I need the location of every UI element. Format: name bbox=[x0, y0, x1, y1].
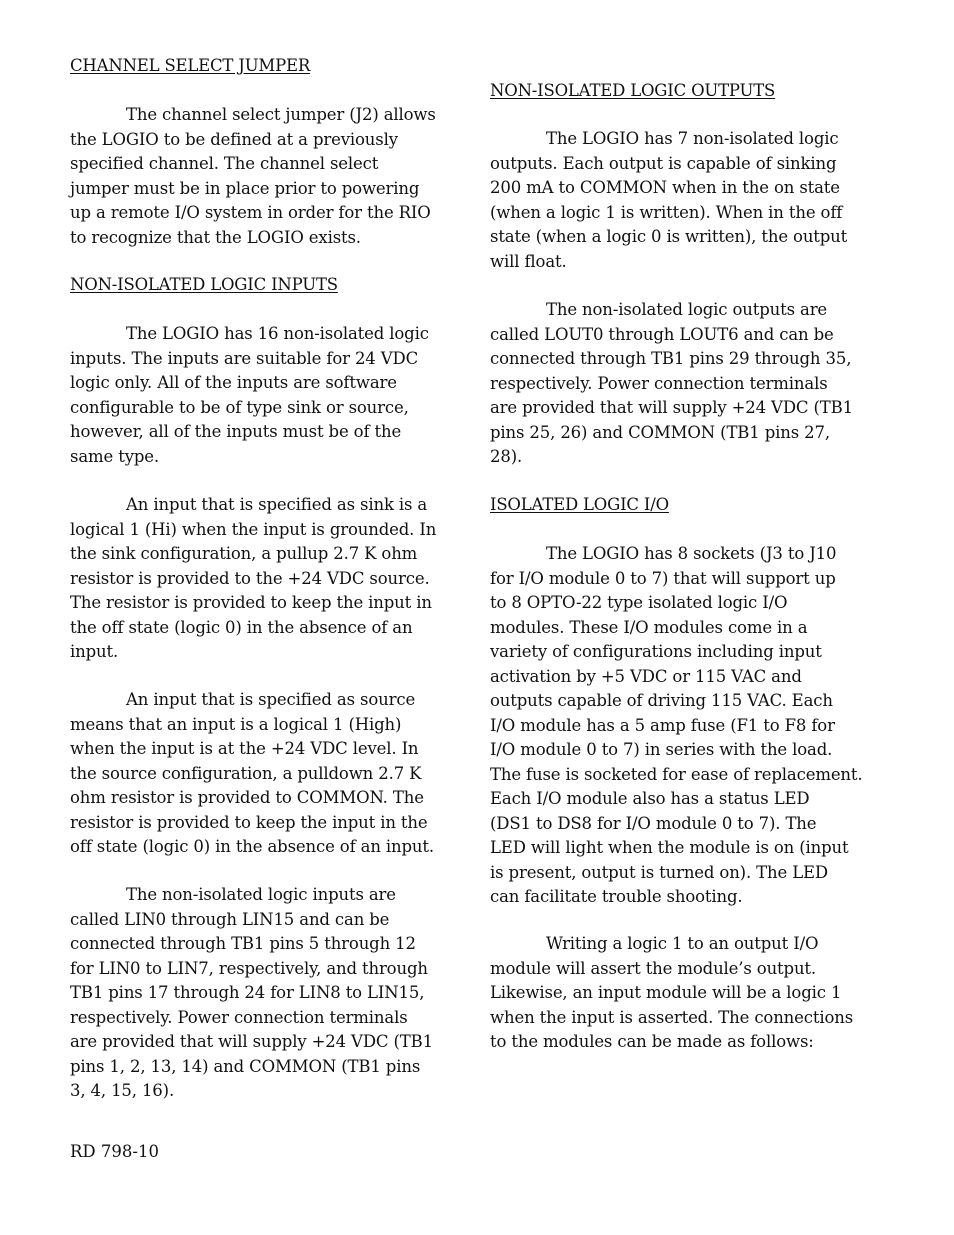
text-line: is present, output is turned on). The LED bbox=[490, 862, 828, 882]
text-line: the off state (logic 0) in the absence of an bbox=[70, 617, 413, 637]
text-line: configurable to be of type sink or source, bbox=[70, 397, 409, 417]
isolated-io-paragraph-1 bbox=[490, 542, 872, 910]
text-line: specified channel. The channel select bbox=[70, 154, 379, 173]
text-line: are provided that will supply +24 VDC (TB1 bbox=[490, 398, 853, 417]
text-line: when the input is at the +24 VDC level. In bbox=[70, 739, 419, 758]
text-line: ohm resistor is provided to COMMON. The bbox=[70, 788, 424, 807]
outputs-paragraph-2 bbox=[490, 298, 872, 470]
isolated-io-paragraph-2 bbox=[490, 932, 872, 1055]
non-isolated-outputs-heading: NON-ISOLATED LOGIC OUTPUTS bbox=[490, 81, 776, 100]
text-line: The LOGIO has 16 non-isolated logic bbox=[126, 324, 429, 343]
text-line: 3, 4, 15, 16). bbox=[70, 1081, 175, 1100]
text-line: 200 mA to COMMON when in the on state bbox=[490, 178, 840, 197]
text-line: state (when a logic 0 is written), the output bbox=[490, 227, 848, 246]
text-line: The non-isolated logic inputs are bbox=[126, 885, 396, 904]
text-line: the sink configuration, a pullup 2.7 K ohm bbox=[70, 544, 418, 563]
document-footer-id: RD 798-10 bbox=[70, 1142, 159, 1161]
text-line: however, all of the inputs must be of the bbox=[70, 422, 402, 441]
outputs-paragraph-1 bbox=[490, 127, 872, 274]
text-line: (when a logic 1 is written). When in the off bbox=[490, 202, 843, 222]
text-line: the LOGIO to be defined at a previously bbox=[70, 129, 398, 149]
text-line: will float. bbox=[490, 251, 567, 271]
text-line: An input that is specified as source bbox=[126, 690, 416, 709]
text-line: to 8 OPTO-22 type isolated logic I/O bbox=[490, 593, 788, 612]
text-line: when the input is asserted. The connections bbox=[490, 1007, 854, 1027]
isolated-io-heading: ISOLATED LOGIC I/O bbox=[490, 495, 669, 514]
text-line: same type. bbox=[70, 446, 159, 466]
text-line: up a remote I/O system in order for the RIO bbox=[70, 203, 431, 222]
text-line: pins 25, 26) and COMMON (TB1 pins 27, bbox=[490, 422, 830, 442]
text-line: The non-isolated logic outputs are bbox=[546, 300, 828, 319]
text-line: for I/O module 0 to 7) that will support up bbox=[490, 568, 836, 588]
text-line: LED will light when the module is on (input bbox=[490, 838, 849, 857]
text-line: module will assert the module’s output. bbox=[490, 958, 816, 978]
text-line: can facilitate trouble shooting. bbox=[490, 887, 743, 906]
text-line: respectively. Power connection terminals bbox=[70, 1007, 408, 1027]
text-line: The LOGIO has 7 non-isolated logic bbox=[546, 129, 839, 148]
text-line: pins 1, 2, 13, 14) and COMMON (TB1 pins bbox=[70, 1056, 421, 1076]
text-line: resistor is provided to the +24 VDC source. bbox=[70, 568, 430, 588]
channel-select-paragraph bbox=[70, 103, 452, 250]
text-line: connected through TB1 pins 29 through 35, bbox=[490, 349, 852, 368]
text-line: logical 1 (Hi) when the input is grounded. In bbox=[70, 519, 437, 539]
text-line: jumper must be in place prior to powering bbox=[70, 178, 420, 198]
text-line: are provided that will supply +24 VDC (TB1 bbox=[70, 1032, 433, 1051]
text-line: The LOGIO has 8 sockets (J3 to J10 bbox=[546, 544, 837, 563]
text-line: The fuse is socketed for ease of replacement. bbox=[490, 764, 863, 784]
text-line: activation by +5 VDC or 115 VAC and bbox=[490, 666, 802, 686]
text-line: I/O module 0 to 7) in series with the load. bbox=[490, 740, 833, 759]
text-line: to recognize that the LOGIO exists. bbox=[70, 227, 361, 247]
text-line: 28). bbox=[490, 447, 523, 466]
text-line: inputs. The inputs are suitable for 24 VDC bbox=[70, 348, 419, 368]
inputs-paragraph-3 bbox=[70, 688, 452, 860]
text-line: the source configuration, a pulldown 2.7 K bbox=[70, 763, 422, 783]
non-isolated-inputs-heading: NON-ISOLATED LOGIC INPUTS bbox=[70, 275, 338, 294]
text-line: (DS1 to DS8 for I/O module 0 to 7). The bbox=[490, 813, 817, 833]
text-line: called LOUT0 through LOUT6 and can be bbox=[490, 324, 834, 344]
text-line: to the modules can be made as follows: bbox=[490, 1032, 814, 1051]
text-line: connected through TB1 pins 5 through 12 bbox=[70, 934, 416, 953]
text-line: means that an input is a logical 1 (High) bbox=[70, 714, 402, 734]
inputs-paragraph-2 bbox=[70, 493, 452, 665]
text-line: Likewise, an input module will be a logic 1 bbox=[490, 983, 842, 1002]
text-line: TB1 pins 17 through 24 for LIN8 to LIN15, bbox=[70, 983, 425, 1002]
text-line: called LIN0 through LIN15 and can be bbox=[70, 909, 390, 929]
text-line: The channel select jumper (J2) allows bbox=[126, 105, 436, 124]
text-line: respectively. Power connection terminals bbox=[490, 373, 828, 393]
text-line: resistor is provided to keep the input in the bbox=[70, 812, 428, 832]
text-line: off state (logic 0) in the absence of an input. bbox=[70, 837, 434, 856]
inputs-paragraph-4 bbox=[70, 883, 452, 1104]
text-line: for LIN0 to LIN7, respectively, and through bbox=[70, 958, 428, 978]
text-line: variety of configurations including input bbox=[490, 642, 822, 661]
text-line: logic only. All of the inputs are software bbox=[70, 373, 397, 392]
text-line: An input that is specified as sink is a bbox=[126, 495, 428, 514]
inputs-paragraph-1 bbox=[70, 322, 452, 469]
text-line: The resistor is provided to keep the input in bbox=[70, 593, 432, 612]
text-line: Writing a logic 1 to an output I/O bbox=[546, 934, 819, 953]
text-line: modules. These I/O modules come in a bbox=[490, 617, 808, 637]
text-line: outputs capable of driving 115 VAC. Each bbox=[490, 691, 833, 710]
text-line: Each I/O module also has a status LED bbox=[490, 789, 810, 808]
text-line: input. bbox=[70, 642, 119, 661]
text-line: outputs. Each output is capable of sinking bbox=[490, 153, 837, 173]
channel-select-heading: CHANNEL SELECT JUMPER bbox=[70, 56, 311, 75]
text-line: I/O module has a 5 amp fuse (F1 to F8 for bbox=[490, 715, 835, 735]
